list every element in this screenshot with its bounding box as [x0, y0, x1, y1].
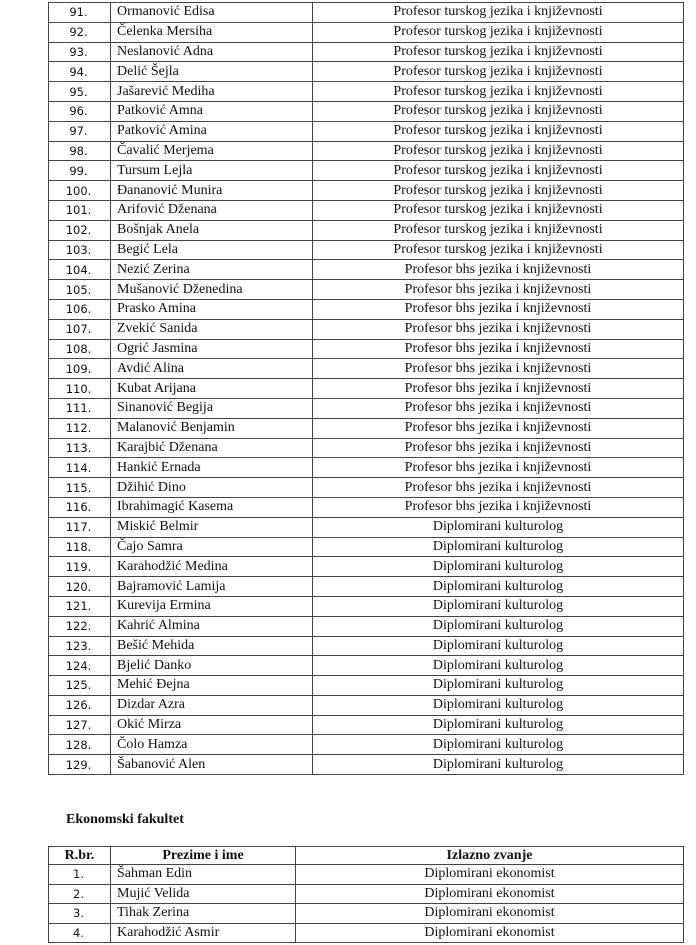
degree-title: Diplomirani kulturolog: [313, 616, 684, 636]
table-row: [49, 438, 684, 458]
degree-title: Diplomirani kulturolog: [313, 695, 684, 715]
person-name: Begić Lela: [111, 240, 313, 260]
column-header-number: R.br.: [49, 847, 111, 865]
table-row: [49, 101, 684, 121]
table-row: [49, 22, 684, 42]
table-row: [49, 735, 684, 755]
person-name: Karahodžić Medina: [111, 557, 313, 577]
degree-title: Profesor bhs jezika i književnosti: [313, 497, 684, 517]
degree-title: Diplomirani ekonomist: [296, 884, 684, 904]
degree-title: Diplomirani ekonomist: [296, 865, 684, 885]
degree-title: Diplomirani kulturolog: [313, 596, 684, 616]
person-name: Avdić Alina: [111, 359, 313, 379]
row-number: 108.: [49, 339, 111, 359]
column-header-name: Prezime i ime: [111, 847, 296, 865]
row-number: 120.: [49, 577, 111, 597]
person-name: Bjelić Danko: [111, 656, 313, 676]
row-number: 115.: [49, 478, 111, 498]
degree-title: Profesor bhs jezika i književnosti: [313, 280, 684, 300]
row-number: 106.: [49, 299, 111, 319]
table-row: [49, 62, 684, 82]
table-row: [49, 319, 684, 339]
row-number: 3.: [49, 904, 111, 924]
degree-title: Diplomirani kulturolog: [313, 557, 684, 577]
table-row: [49, 3, 684, 23]
person-name: Kubat Arijana: [111, 379, 313, 399]
row-number: 114.: [49, 458, 111, 478]
row-number: 100.: [49, 181, 111, 201]
table-row: [49, 299, 684, 319]
degree-title: Diplomirani kulturolog: [313, 755, 684, 775]
person-name: Miskić Belmir: [111, 517, 313, 537]
degree-title: Diplomirani kulturolog: [313, 537, 684, 557]
row-number: 128.: [49, 735, 111, 755]
table-row: [49, 577, 684, 597]
table-row: [49, 923, 684, 943]
degree-title: Profesor bhs jezika i književnosti: [313, 478, 684, 498]
degree-title: Diplomirani kulturolog: [313, 715, 684, 735]
degree-title: Profesor turskog jezika i književnosti: [313, 121, 684, 141]
degree-title: Diplomirani kulturolog: [313, 735, 684, 755]
row-number: 124.: [49, 656, 111, 676]
degree-title: Profesor bhs jezika i književnosti: [313, 458, 684, 478]
table-row: [49, 42, 684, 62]
table-row: [49, 339, 684, 359]
degree-title: Profesor bhs jezika i književnosti: [313, 359, 684, 379]
row-number: 102.: [49, 220, 111, 240]
table-row: [49, 200, 684, 220]
degree-title: Profesor bhs jezika i književnosti: [313, 438, 684, 458]
degree-title: Profesor turskog jezika i književnosti: [313, 141, 684, 161]
row-number: 1.: [49, 865, 111, 885]
degree-title: Profesor turskog jezika i književnosti: [313, 200, 684, 220]
table-row: [49, 517, 684, 537]
table-row: [49, 616, 684, 636]
degree-title: Diplomirani ekonomist: [296, 904, 684, 924]
degree-title: Profesor bhs jezika i književnosti: [313, 339, 684, 359]
row-number: 99.: [49, 161, 111, 181]
person-name: Kahrić Almina: [111, 616, 313, 636]
graduates-table: [48, 2, 684, 775]
row-number: 105.: [49, 280, 111, 300]
table-row: [49, 537, 684, 557]
degree-title: Profesor turskog jezika i književnosti: [313, 22, 684, 42]
degree-title: Profesor turskog jezika i književnosti: [313, 3, 684, 23]
person-name: Ogrić Jasmina: [111, 339, 313, 359]
row-number: 93.: [49, 42, 111, 62]
table-row: [49, 497, 684, 517]
row-number: 96.: [49, 101, 111, 121]
table-row: [49, 596, 684, 616]
table-row: [49, 141, 684, 161]
row-number: 129.: [49, 755, 111, 775]
degree-title: Diplomirani kulturolog: [313, 517, 684, 537]
degree-title: Profesor bhs jezika i književnosti: [313, 398, 684, 418]
person-name: Zvekić Sanida: [111, 319, 313, 339]
row-number: 117.: [49, 517, 111, 537]
person-name: Šabanović Alen: [111, 755, 313, 775]
row-number: 112.: [49, 418, 111, 438]
person-name: Ormanović Edisa: [111, 3, 313, 23]
degree-title: Diplomirani ekonomist: [296, 923, 684, 943]
table-row: [49, 161, 684, 181]
row-number: 2.: [49, 884, 111, 904]
person-name: Bešić Mehida: [111, 636, 313, 656]
table-row: [49, 121, 684, 141]
row-number: 125.: [49, 676, 111, 696]
table-row: [49, 240, 684, 260]
table-row: [49, 557, 684, 577]
degree-title: Profesor turskog jezika i književnosti: [313, 161, 684, 181]
degree-title: Profesor bhs jezika i književnosti: [313, 299, 684, 319]
column-header-title: Izlazno zvanje: [296, 847, 684, 865]
degree-title: Diplomirani kulturolog: [313, 676, 684, 696]
person-name: Tursum Lejla: [111, 161, 313, 181]
table-header-row: [49, 847, 684, 865]
person-name: Malanović Benjamin: [111, 418, 313, 438]
degree-title: Profesor turskog jezika i književnosti: [313, 181, 684, 201]
person-name: Mujić Velida: [111, 884, 296, 904]
table-row: [49, 220, 684, 240]
graduates-table-body: [49, 3, 684, 775]
row-number: 119.: [49, 557, 111, 577]
person-name: Šahman Edin: [111, 865, 296, 885]
person-name: Patković Amina: [111, 121, 313, 141]
row-number: 103.: [49, 240, 111, 260]
table-row: [49, 458, 684, 478]
table-row: [49, 280, 684, 300]
person-name: Sinanović Begija: [111, 398, 313, 418]
table-row: [49, 695, 684, 715]
person-name: Džihić Dino: [111, 478, 313, 498]
degree-title: Profesor turskog jezika i književnosti: [313, 42, 684, 62]
degree-title: Profesor turskog jezika i književnosti: [313, 62, 684, 82]
person-name: Hankić Ernada: [111, 458, 313, 478]
row-number: 116.: [49, 497, 111, 517]
degree-title: Diplomirani kulturolog: [313, 577, 684, 597]
row-number: 123.: [49, 636, 111, 656]
table-row: [49, 676, 684, 696]
person-name: Karahodžić Asmir: [111, 923, 296, 943]
row-number: 107.: [49, 319, 111, 339]
row-number: 113.: [49, 438, 111, 458]
person-name: Bošnjak Anela: [111, 220, 313, 240]
section-heading: Ekonomski fakultet: [66, 812, 184, 827]
row-number: 95.: [49, 82, 111, 102]
table-row: [49, 656, 684, 676]
table-row: [49, 379, 684, 399]
degree-title: Profesor bhs jezika i književnosti: [313, 319, 684, 339]
person-name: Đananović Munira: [111, 181, 313, 201]
row-number: 94.: [49, 62, 111, 82]
person-name: Nezić Zerina: [111, 260, 313, 280]
person-name: Ibrahimagić Kasema: [111, 497, 313, 517]
degree-title: Profesor bhs jezika i književnosti: [313, 260, 684, 280]
table-row: [49, 904, 684, 924]
person-name: Patković Amna: [111, 101, 313, 121]
row-number: 101.: [49, 200, 111, 220]
person-name: Prasko Amina: [111, 299, 313, 319]
table-row: [49, 181, 684, 201]
person-name: Čolo Hamza: [111, 735, 313, 755]
person-name: Mušanović Dženedina: [111, 280, 313, 300]
row-number: 118.: [49, 537, 111, 557]
row-number: 92.: [49, 22, 111, 42]
row-number: 4.: [49, 923, 111, 943]
degree-title: Profesor turskog jezika i književnosti: [313, 220, 684, 240]
table-row: [49, 715, 684, 735]
person-name: Neslanović Adna: [111, 42, 313, 62]
degree-title: Profesor bhs jezika i književnosti: [313, 418, 684, 438]
row-number: 91.: [49, 3, 111, 23]
row-number: 98.: [49, 141, 111, 161]
table-row: [49, 478, 684, 498]
table-row: [49, 636, 684, 656]
table-row: [49, 260, 684, 280]
degree-title: Diplomirani kulturolog: [313, 636, 684, 656]
table-row: [49, 418, 684, 438]
person-name: Čajo Samra: [111, 537, 313, 557]
row-number: 121.: [49, 596, 111, 616]
person-name: Čavalić Merjema: [111, 141, 313, 161]
economics-graduates-table-body: [49, 865, 684, 943]
person-name: Čelenka Mersiha: [111, 22, 313, 42]
person-name: Okić Mirza: [111, 715, 313, 735]
table-row: [49, 398, 684, 418]
row-number: 110.: [49, 379, 111, 399]
person-name: Karajbić Dženana: [111, 438, 313, 458]
table-row: [49, 359, 684, 379]
person-name: Bajramović Lamija: [111, 577, 313, 597]
degree-title: Profesor turskog jezika i književnosti: [313, 240, 684, 260]
row-number: 126.: [49, 695, 111, 715]
person-name: Delić Šejla: [111, 62, 313, 82]
row-number: 111.: [49, 398, 111, 418]
table-row: [49, 865, 684, 885]
person-name: Dizdar Azra: [111, 695, 313, 715]
person-name: Jašarević Mediha: [111, 82, 313, 102]
table-row: [49, 755, 684, 775]
table-row: [49, 884, 684, 904]
person-name: Arifović Dženana: [111, 200, 313, 220]
row-number: 127.: [49, 715, 111, 735]
person-name: Tihak Zerina: [111, 904, 296, 924]
person-name: Kurevija Ermina: [111, 596, 313, 616]
degree-title: Diplomirani kulturolog: [313, 656, 684, 676]
row-number: 109.: [49, 359, 111, 379]
row-number: 122.: [49, 616, 111, 636]
person-name: Mehić Đejna: [111, 676, 313, 696]
table-row: [49, 82, 684, 102]
degree-title: Profesor turskog jezika i književnosti: [313, 82, 684, 102]
degree-title: Profesor turskog jezika i književnosti: [313, 101, 684, 121]
row-number: 104.: [49, 260, 111, 280]
degree-title: Profesor bhs jezika i književnosti: [313, 379, 684, 399]
economics-graduates-table: [48, 846, 684, 943]
row-number: 97.: [49, 121, 111, 141]
